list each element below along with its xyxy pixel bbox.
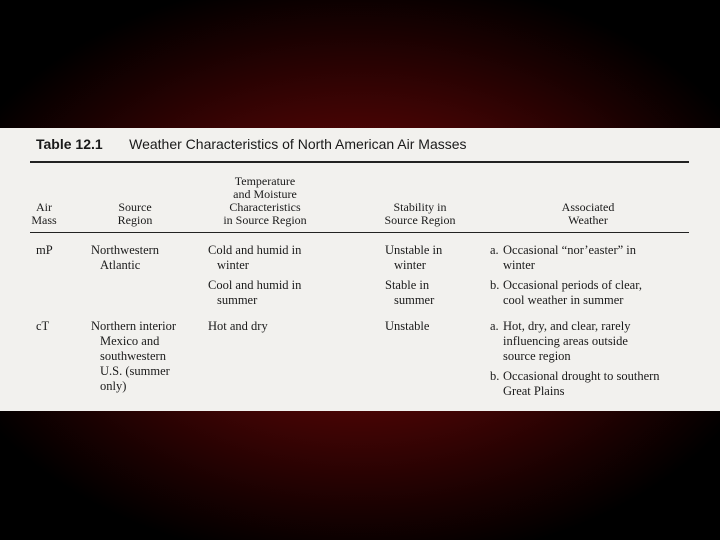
cell-weather-ct-b: b. Occasional drought to southern Great Plains xyxy=(490,369,660,398)
cell-source-mp: Northwestern Atlantic xyxy=(91,243,160,272)
cell-source-ct: Northern interior Mexico and southwestern U.S. (summer only) xyxy=(91,319,177,393)
header-temp-moisture: Temperature and Moisture Characteristics in Source Region xyxy=(223,174,307,227)
table-caption: Weather Characteristics of North American Air Masses xyxy=(129,136,467,152)
header-air-mass: Air Mass xyxy=(31,200,57,227)
cell-weather-ct-a: a. Hot, dry, and clear, rarely influencing areas outside source region xyxy=(490,319,631,363)
table-title xyxy=(36,136,467,158)
cell-weather-mp-b: b. Occasional periods of clear, cool weather in summer xyxy=(490,278,643,307)
table-image xyxy=(0,128,720,411)
cell-air-mass-ct: cT xyxy=(36,319,50,333)
header-rule xyxy=(30,232,689,233)
cell-weather-mp-a: a. Occasional “nor’easter” in winter xyxy=(490,243,637,272)
top-rule xyxy=(30,161,689,163)
cell-temp-mp-summer: Cool and humid in summer xyxy=(208,278,302,307)
cell-stability-mp-winter: Unstable in winter xyxy=(385,243,443,272)
cell-temp-mp-winter: Cold and humid in winter xyxy=(208,243,302,272)
cell-stability-mp-summer: Stable in summer xyxy=(385,278,435,307)
cell-temp-ct: Hot and dry xyxy=(208,319,268,333)
cell-air-mass-mp: mP xyxy=(36,243,53,257)
header-stability: Stability in Source Region xyxy=(384,200,456,227)
header-weather: Associated Weather xyxy=(561,200,615,227)
table-number: Table 12.1 xyxy=(36,136,103,152)
cell-stability-ct: Unstable xyxy=(385,319,430,333)
header-source-region: Source Region xyxy=(117,200,153,227)
